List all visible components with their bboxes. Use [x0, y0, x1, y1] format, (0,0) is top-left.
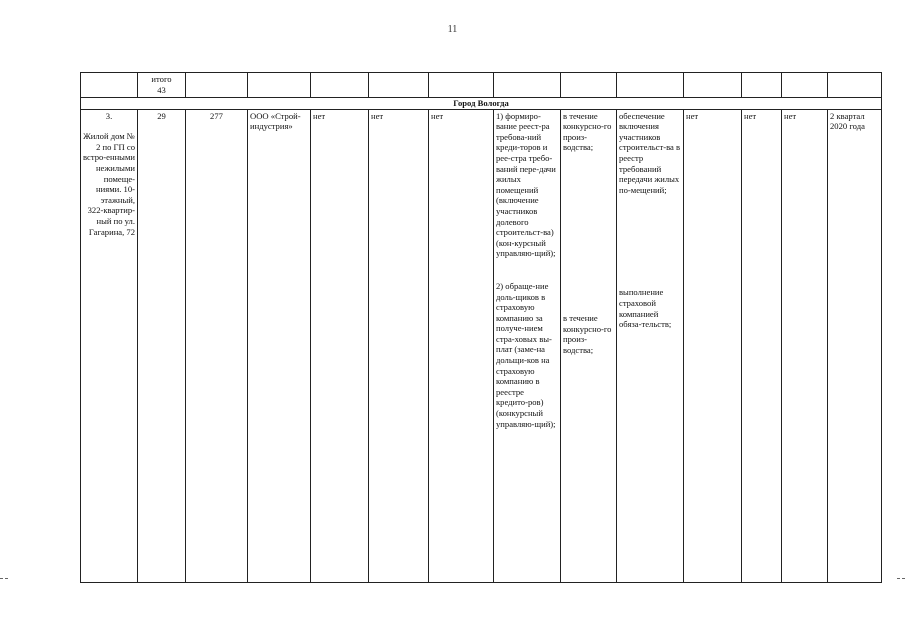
col6-cell: нет [369, 109, 429, 582]
col5-cell: нет [311, 109, 369, 582]
count-a-cell: 29 [138, 109, 186, 582]
measure-result-1: обеспечение включения участников строительст-ва в реестр требований передачи жилых по-мещений; [619, 110, 681, 195]
col12-cell: нет [742, 109, 782, 582]
table-row [81, 109, 882, 582]
total-value: 43 [157, 84, 166, 95]
measure-term-1: в течение конкурсно-го произ-водства; [563, 110, 612, 153]
scan-edge-mark [0, 578, 8, 579]
col13-cell: нет [782, 109, 828, 582]
measure-term-2: в течение конкурсно-го произ-водства; [563, 312, 612, 355]
region-title: Город Вологда [81, 98, 882, 110]
measure-action-1: 1) формиро-вание реест-ра требова-ний креди-торов и рее-стра требо-ваний пере-дачи жилых помещений (включение участников долевого строительст-ва) (кон-курсный управляю-щий); [496, 110, 556, 259]
completion-table [80, 72, 882, 583]
entry-index: 3. [105, 110, 113, 121]
deadline-cell: 2 квартал 2020 года [828, 109, 882, 582]
measure-action-2: 2) обраще-ние доль-щиков в страховую компанию за получе-нием стра-ховых вы-плат (заме-на дольщи-ков на страховую компанию в реестре кредито-ров) (конкурсный управляю-щий); [496, 280, 556, 429]
count-b-cell: 277 [186, 109, 248, 582]
results-cell [617, 109, 684, 582]
terms-cell [561, 109, 617, 582]
col11-cell: нет [684, 109, 742, 582]
total-label: итого [151, 74, 172, 84]
developer-cell: ООО «Строй-индустрия» [248, 109, 311, 582]
table-row-total [81, 73, 882, 98]
col7-cell: нет [429, 109, 494, 582]
scan-edge-mark [897, 578, 905, 579]
table-row-region [81, 98, 882, 110]
object-cell [81, 109, 138, 582]
page-number: 11 [447, 24, 458, 35]
object-name: Жилой дом № 2 по ГП со встро-енными нежилыми помеще-ниями. 10-этажный, 322-квартир-ный по ул. Гагарина, 72 [83, 131, 135, 237]
measure-result-2: выполнение страховой компанией обяза-тельств; [619, 287, 672, 330]
measures-cell [494, 109, 561, 582]
total-cell [138, 73, 186, 98]
